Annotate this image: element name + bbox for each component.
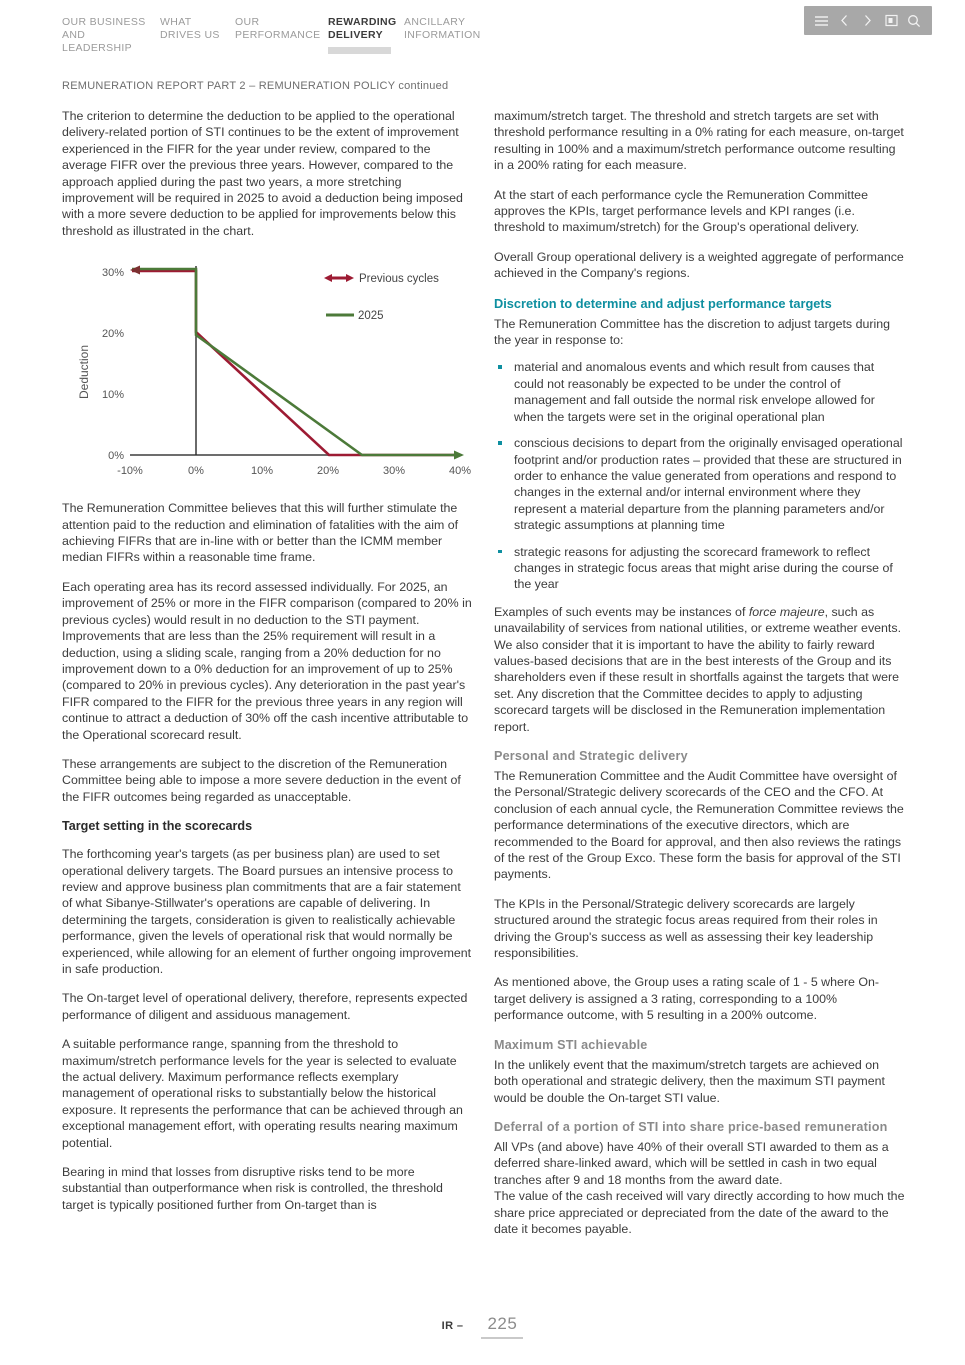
- emphasis-force-majeure: force majeure: [748, 604, 825, 619]
- report-title-main: REMUNERATION REPORT PART 2 – REMUNERATION POLICY: [62, 80, 396, 92]
- pdf-viewer-toolbar[interactable]: [804, 6, 932, 35]
- page-header: [62, 16, 492, 92]
- chart-right-arrowhead: [454, 451, 464, 460]
- nav-tab-line-1: REWARDING: [328, 16, 397, 28]
- list-item-text: conscious decisions to depart from the originally envisaged operational footprint and/or production rates – provided that these are structured in order to enhance the value generated from operations and respond to changes in the external and/or internal environment where they represent a material departure from the planning parameters and/or strategic assumptions at planning time: [514, 436, 903, 533]
- chart-ytick-30: 30%: [101, 267, 124, 280]
- nav-tab-what-drives-us[interactable]: [160, 16, 235, 42]
- nav-tab-our-business-and-leadership[interactable]: [62, 16, 160, 55]
- list-item: [494, 435, 906, 533]
- bullet-dot-icon: [498, 550, 502, 554]
- paragraph: The forthcoming year's targets (as per business plan) are used to set operational delivery targets. The Board pursues an intensive process to review and approve business plan commitments that are a fair statement of what Sibanye-Stillwater's operations are capable of delivering. In determining the targets, consideration is given to realistically achievable performance, given the levels of operational risk that would normally be experienced, while allowing for an element of further ongoing improvement in safe production.: [62, 847, 472, 976]
- chart-xtick--10: -10%: [117, 465, 143, 478]
- menu-icon[interactable]: [812, 11, 832, 31]
- chart-series-2025: [132, 269, 460, 455]
- heading-target-setting: Target setting in the scorecards: [62, 819, 253, 834]
- bullet-dot-icon: [498, 365, 502, 369]
- nav-tab-line-2: PERFORMANCE: [235, 29, 321, 41]
- nav-tab-our-performance[interactable]: [235, 16, 328, 42]
- search-icon[interactable]: [904, 11, 924, 31]
- list-item: [494, 359, 906, 425]
- paragraph: In the unlikely event that the maximum/stretch targets are achieved on both operational and strategic delivery, then the maximum STI payment would be double the On-target STI value.: [494, 1057, 885, 1105]
- paragraph: A suitable performance range, spanning from the threshold to maximum/stretch performance levels for the year is selected to evaluate the actual delivery. Maximum performance reflects exemplary management of operational risks to substantially below the historical exposure. It represents the performance that can be achieved through an exceptional management effort, with operating results nearing maximum potential.: [62, 1037, 463, 1150]
- paragraph: Each operating area has its record assessed individually. For 2025, an improvement of 25% or more in the FIFR comparison (compared to 20% in previous cycles) would result in no deduction to the STI payment. Improvements that are less than the 25% requirement will result in a deduction, using a sliding scale, ranging from a 20% deduction for no improvement down to a 0% deduction for an improvement of up to 25% (compared to 20% in previous cycles). Any deterioration in the past year's FIFR compared to the FIFR for the previous three years in any region will continue to attract a deduction of 30% off the cash incentive attributable to the Operational scorecard result.: [62, 579, 472, 742]
- page-footer: [0, 1314, 965, 1339]
- paragraph: These arrangements are subject to the discretion of the Remuneration Committee being able to impose a more severe deduction in the event of the FIFR outcomes being regarded as unacceptable.: [62, 756, 461, 804]
- paragraph: maximum/stretch target. The threshold and stretch targets are set with threshold performance resulting in a 0% rating for each measure, on-target resulting in 100% and a maximum/stretch performance outcome resulting in a 200% rating for each measure.: [494, 109, 904, 173]
- chart-svg: [62, 252, 474, 484]
- bullet-dot-icon: [498, 441, 502, 445]
- list-item-text: material and anomalous events and which result from causes that could not reasonably be expected to be under the control of management and fall outside the normal risk envelope allowed for when the targets were set in the original operational plan: [514, 360, 875, 424]
- right-text-column: [494, 108, 906, 1250]
- chart-left-arrowhead: [130, 266, 140, 275]
- paragraph: The KPIs in the Personal/Strategic delivery scorecards are largely structured around the strategic focus areas required from their roles in driving the Group's success as well as assessing their key leadership responsibilities.: [494, 896, 878, 961]
- discretion-bullet-list: [494, 359, 906, 592]
- paragraph: The criterion to determine the deduction to be applied to the operational delivery-related portion of STI continues to be the extent of improvement experienced in the FIFR for the year under review, compared to the average FIFR over the previous three years. However, compared to the approach applied during the past two years, a more stretching improvement will be required in 2025 to avoid a deduction being imposed with a more severe deduction to be applied for improvements below this threshold as illustrated in the chart.: [62, 109, 463, 238]
- nav-tab-rewarding-delivery[interactable]: [328, 16, 404, 42]
- chart-legend-label-previous-cycles: Previous cycles: [359, 273, 439, 286]
- nav-tab-ancillary-information[interactable]: [404, 16, 484, 42]
- paragraph: At the start of each performance cycle the Remuneration Committee approves the KPIs, target performance levels and KPI ranges (i.e. threshold to maximum/stretch) for the Group's operational delivery.: [494, 187, 868, 235]
- list-item: [494, 544, 906, 593]
- page-number: 225: [481, 1314, 523, 1339]
- chart-series-previous-cycles: [132, 271, 460, 455]
- chart-ytick-20: 20%: [101, 328, 124, 341]
- nav-tab-line-2: DRIVES US: [160, 29, 220, 41]
- paragraph: Bearing in mind that losses from disruptive risks tend to be more substantial than outperformance when risk is controlled, the threshold target is typically positioned further from On-target than is: [62, 1165, 443, 1212]
- heading-deferral-of-sti: Deferral of a portion of STI into share price-based remuneration: [494, 1119, 888, 1134]
- paragraph: The Remuneration Committee has the discretion to adjust targets during the year in response to:: [494, 316, 891, 348]
- next-page-icon[interactable]: [858, 11, 878, 31]
- previous-page-icon[interactable]: [835, 11, 855, 31]
- nav-tab-line-1: OUR: [235, 16, 260, 28]
- left-text-column: [62, 108, 474, 1226]
- chart-legend-label-2025: 2025: [358, 310, 384, 323]
- paragraph: Overall Group operational delivery is a weighted aggregate of performance achieved in the Company's regions.: [494, 249, 904, 281]
- report-title-suffix: continued: [395, 80, 449, 92]
- nav-tab-line-2: DELIVERY: [328, 29, 383, 41]
- nav-tab-line-2: INFORMATION: [404, 29, 481, 41]
- paragraph-force-majeure: [494, 604, 906, 735]
- nav-tab-line-1: ANCILLARY: [404, 16, 466, 28]
- fit-page-icon[interactable]: [881, 11, 901, 31]
- nav-tab-line-1: OUR BUSINESS: [62, 16, 146, 28]
- chart-ytick-10: 10%: [101, 389, 124, 402]
- chart-legend-item-2025: [326, 310, 384, 322]
- heading-maximum-sti-achievable: Maximum STI achievable: [494, 1037, 648, 1052]
- paragraph: The On-target level of operational delivery, therefore, represents expected performance of diligent and assiduous management.: [62, 991, 468, 1022]
- heading-personal-strategic-delivery: Personal and Strategic delivery: [494, 749, 688, 763]
- paragraph: As mentioned above, the Group uses a rating scale of 1 - 5 where On-target delivery is assigned a 3 rating, corresponding to a 100% performance outcome, with 5 resulting in a 200% outcome.: [494, 975, 880, 1023]
- paragraph: The Remuneration Committee and the Audit Committee have oversight of the Personal/Strategic delivery scorecards of the CEO and the CFO. At conclusion of each annual cycle, the Remuneration Committee reviews the performance determinations of the executive directors, which are recommended to the Board for approval, and then also reviews the ratings of the rest of the Group Exco. These form the basis for approval of the STI payments.: [494, 769, 904, 882]
- chart-xtick-40: 40%: [448, 465, 472, 478]
- chart-ylabel: Deduction: [77, 345, 91, 400]
- heading-discretion: Discretion to determine and adjust performance targets: [494, 295, 832, 311]
- paragraph-part-post: , such as unavailability of services from national utilities, or extreme weather events. We also consider that it is important to have the ability to fairly reward values-based decisions that are in the best interests of the Group and its shareholders even if these result in shortfalls against the targets that were set. Any discretion that the Committee decides to apply to adjusting scorecard targets will be disclosed in the Remuneration implementation report.: [494, 604, 902, 734]
- chart-xtick-10: 10%: [250, 465, 274, 478]
- report-section-title: [62, 80, 492, 92]
- paragraph: All VPs (and above) have 40% of their overall STI awarded to them as a deferred share-linked award, which will be settled in cash in two equal tranches after 9 and 18 months from the award date.: [494, 1139, 889, 1187]
- paragraph: The Remuneration Committee believes that this will further stimulate the attention paid to the reduction and elimination of fatalities with the aim of achieving FIFRs that are in-line with or better than the ICMM member median FIFRs within a reasonable time frame.: [62, 501, 459, 565]
- list-item-text: strategic reasons for adjusting the scorecard framework to reflect changes in strategic focus areas that might arise during the course of the year: [514, 544, 893, 592]
- chart-xtick-0: 0%: [188, 465, 204, 478]
- chart-xtick-30: 30%: [382, 465, 406, 478]
- paragraph-part-pre: Examples of such events may be instances of: [494, 604, 749, 619]
- nav-tab-line-1: WHAT: [160, 16, 192, 28]
- paragraph: The value of the cash received will vary directly according to how much the share price appreciated or depreciated from the date of the award to the date it becomes payable.: [494, 1189, 905, 1236]
- fifr-deduction-chart: [62, 252, 474, 484]
- nav-tab-line-2: AND LEADERSHIP: [62, 29, 133, 54]
- chart-ytick-0: 0%: [108, 450, 124, 463]
- chart-legend-item-previous-cycles: [324, 273, 439, 285]
- chart-xtick-20: 20%: [316, 465, 340, 478]
- section-nav-tabs[interactable]: [62, 16, 492, 55]
- footer-label: IR –: [441, 1320, 464, 1332]
- chart-legend: [324, 273, 439, 322]
